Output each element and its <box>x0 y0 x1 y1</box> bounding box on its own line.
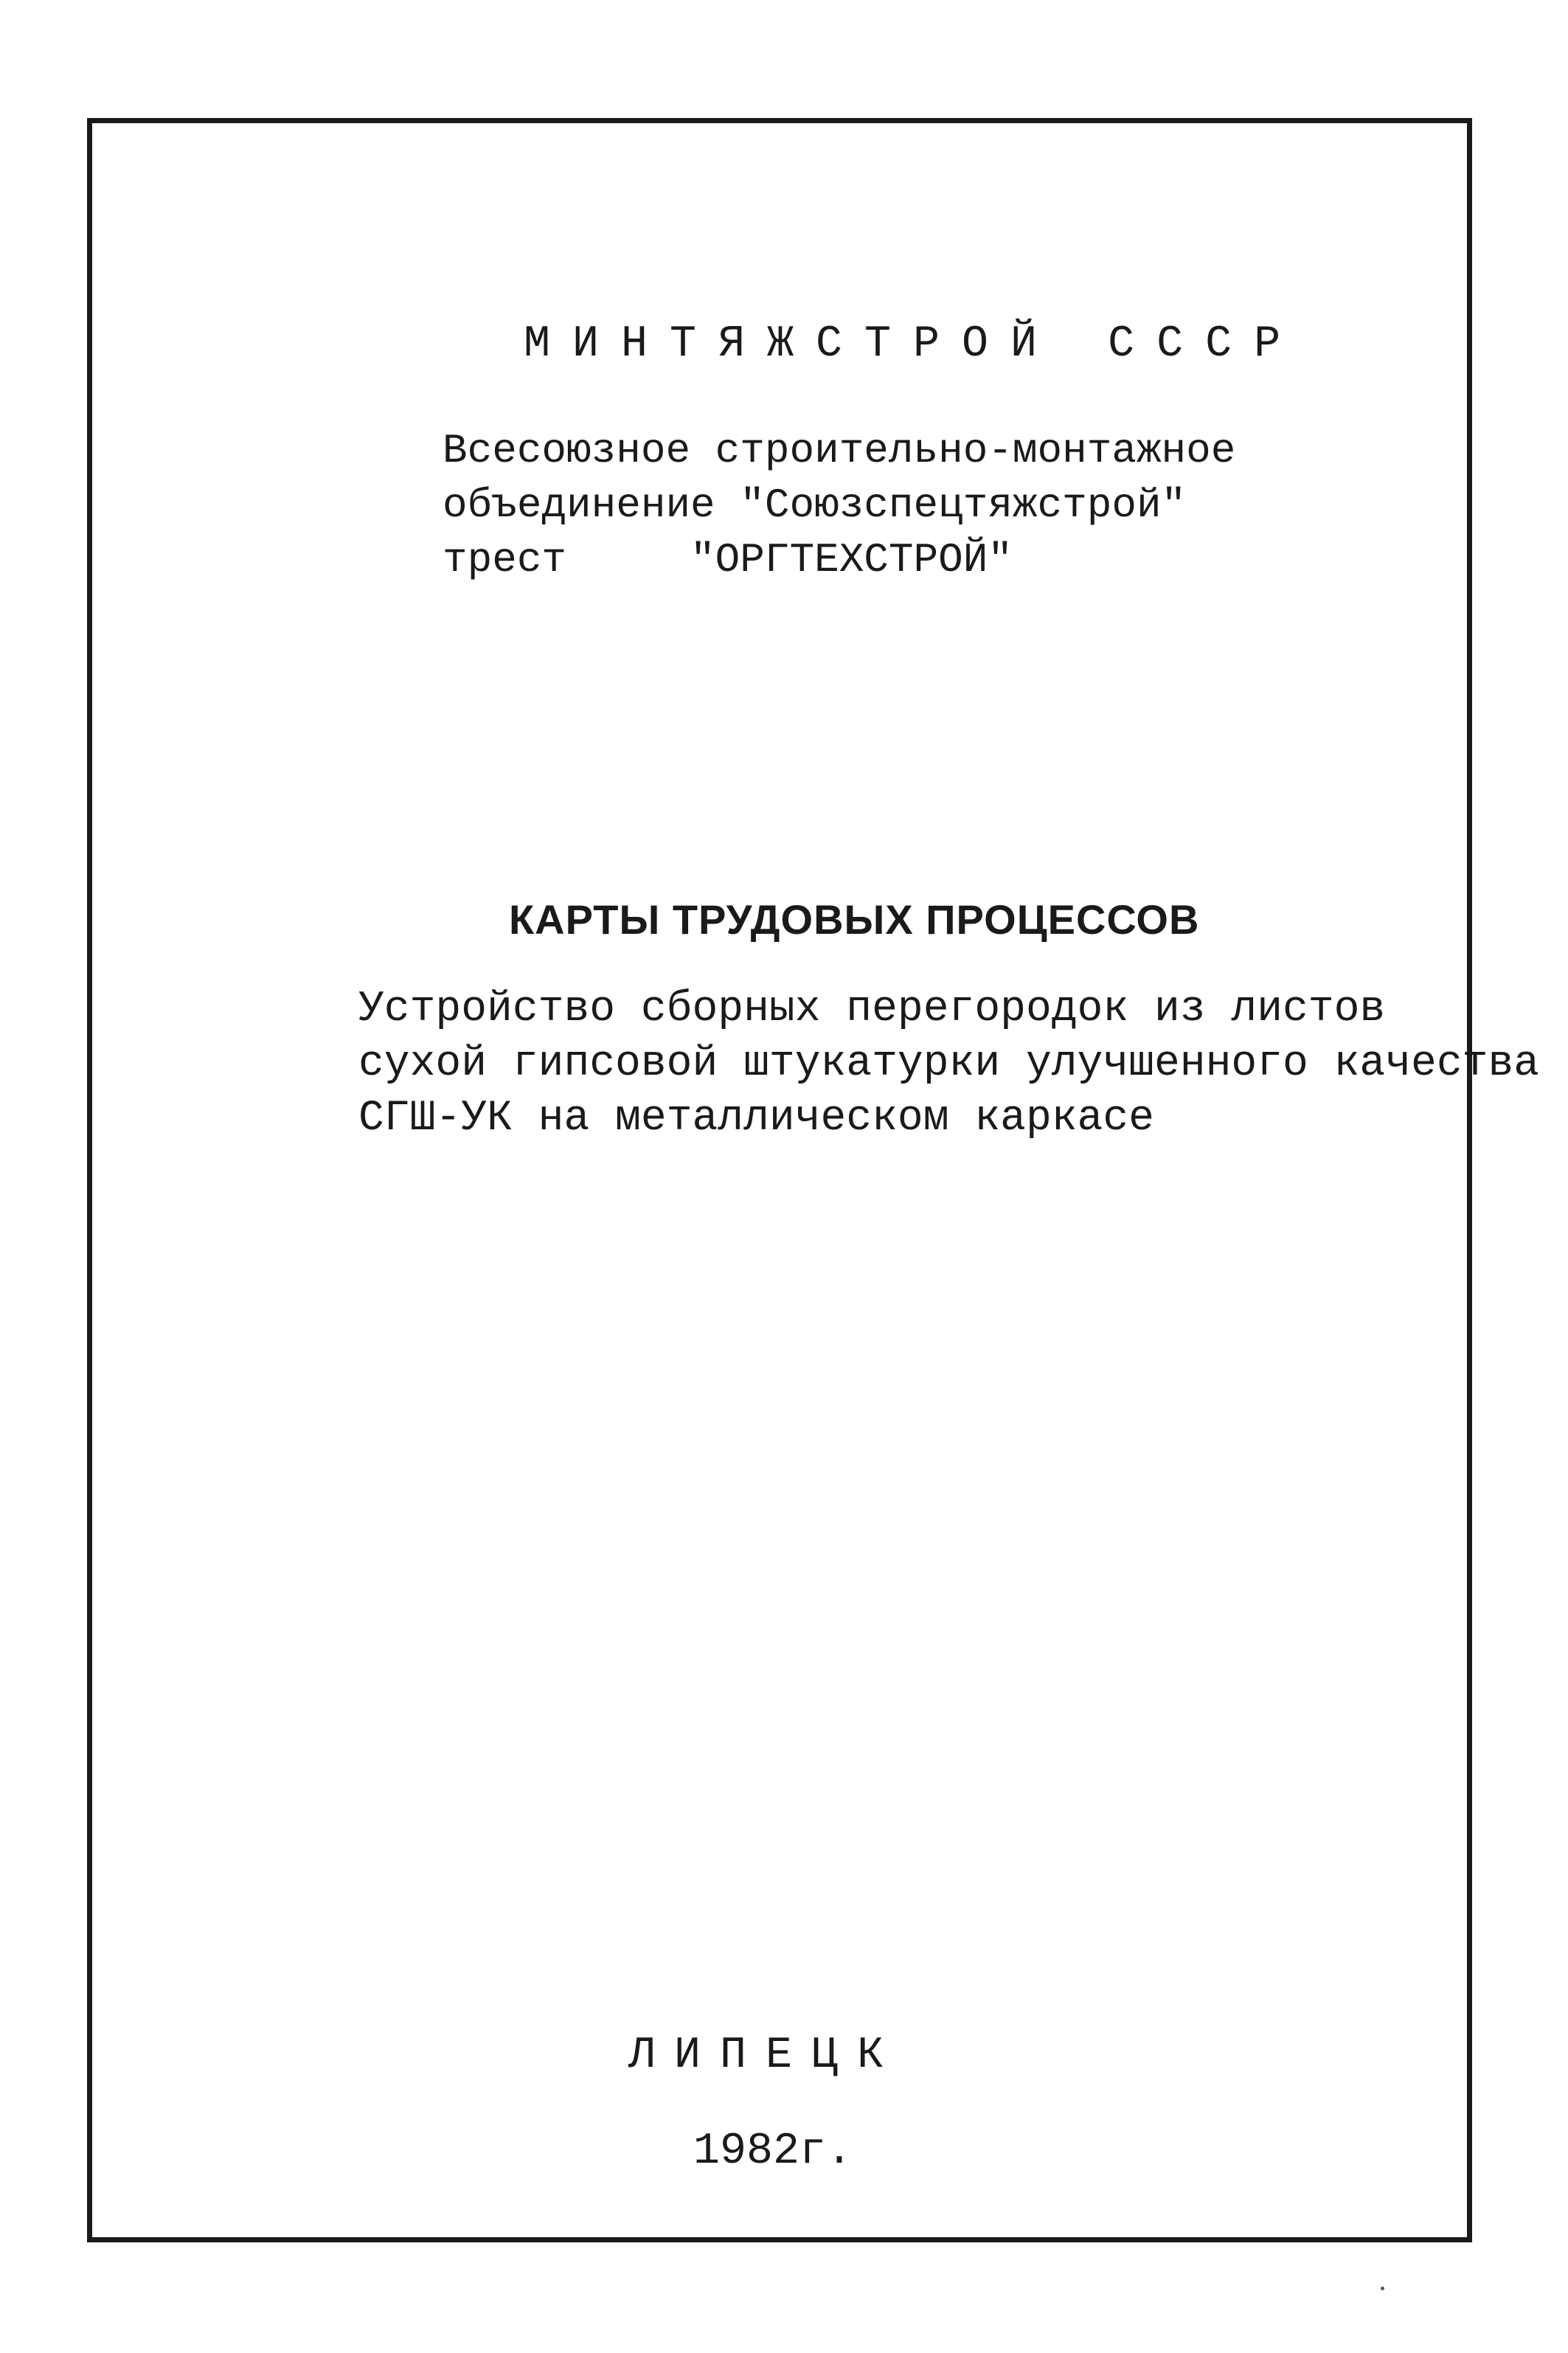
subtitle-line-1: Устройство сборных перегородок из листов <box>358 985 1386 1033</box>
organization-line-2: объединение "Союзспецтяжстрой" <box>443 482 1187 529</box>
subtitle-line-3: СГШ-УК на металлическом каркасе <box>358 1095 1154 1143</box>
subtitle-line-2: сухой гипсовой штукатурки улучшенного качества <box>358 1040 1540 1088</box>
organization-line-3: трест "ОРГТЕХСТРОЙ" <box>443 536 1013 583</box>
document-title: КАРТЫ ТРУДОВЫХ ПРОЦЕССОВ <box>509 896 1200 943</box>
city-name: ЛИПЕЦК <box>628 2031 903 2081</box>
ministry-name: МИНТЯЖСТРОЙ СССР <box>524 319 1303 370</box>
publication-year: 1982г. <box>693 2127 853 2177</box>
organization-line-1: Всесоюзное строительно-монтажное <box>443 427 1236 474</box>
scan-speck <box>1381 2287 1384 2290</box>
